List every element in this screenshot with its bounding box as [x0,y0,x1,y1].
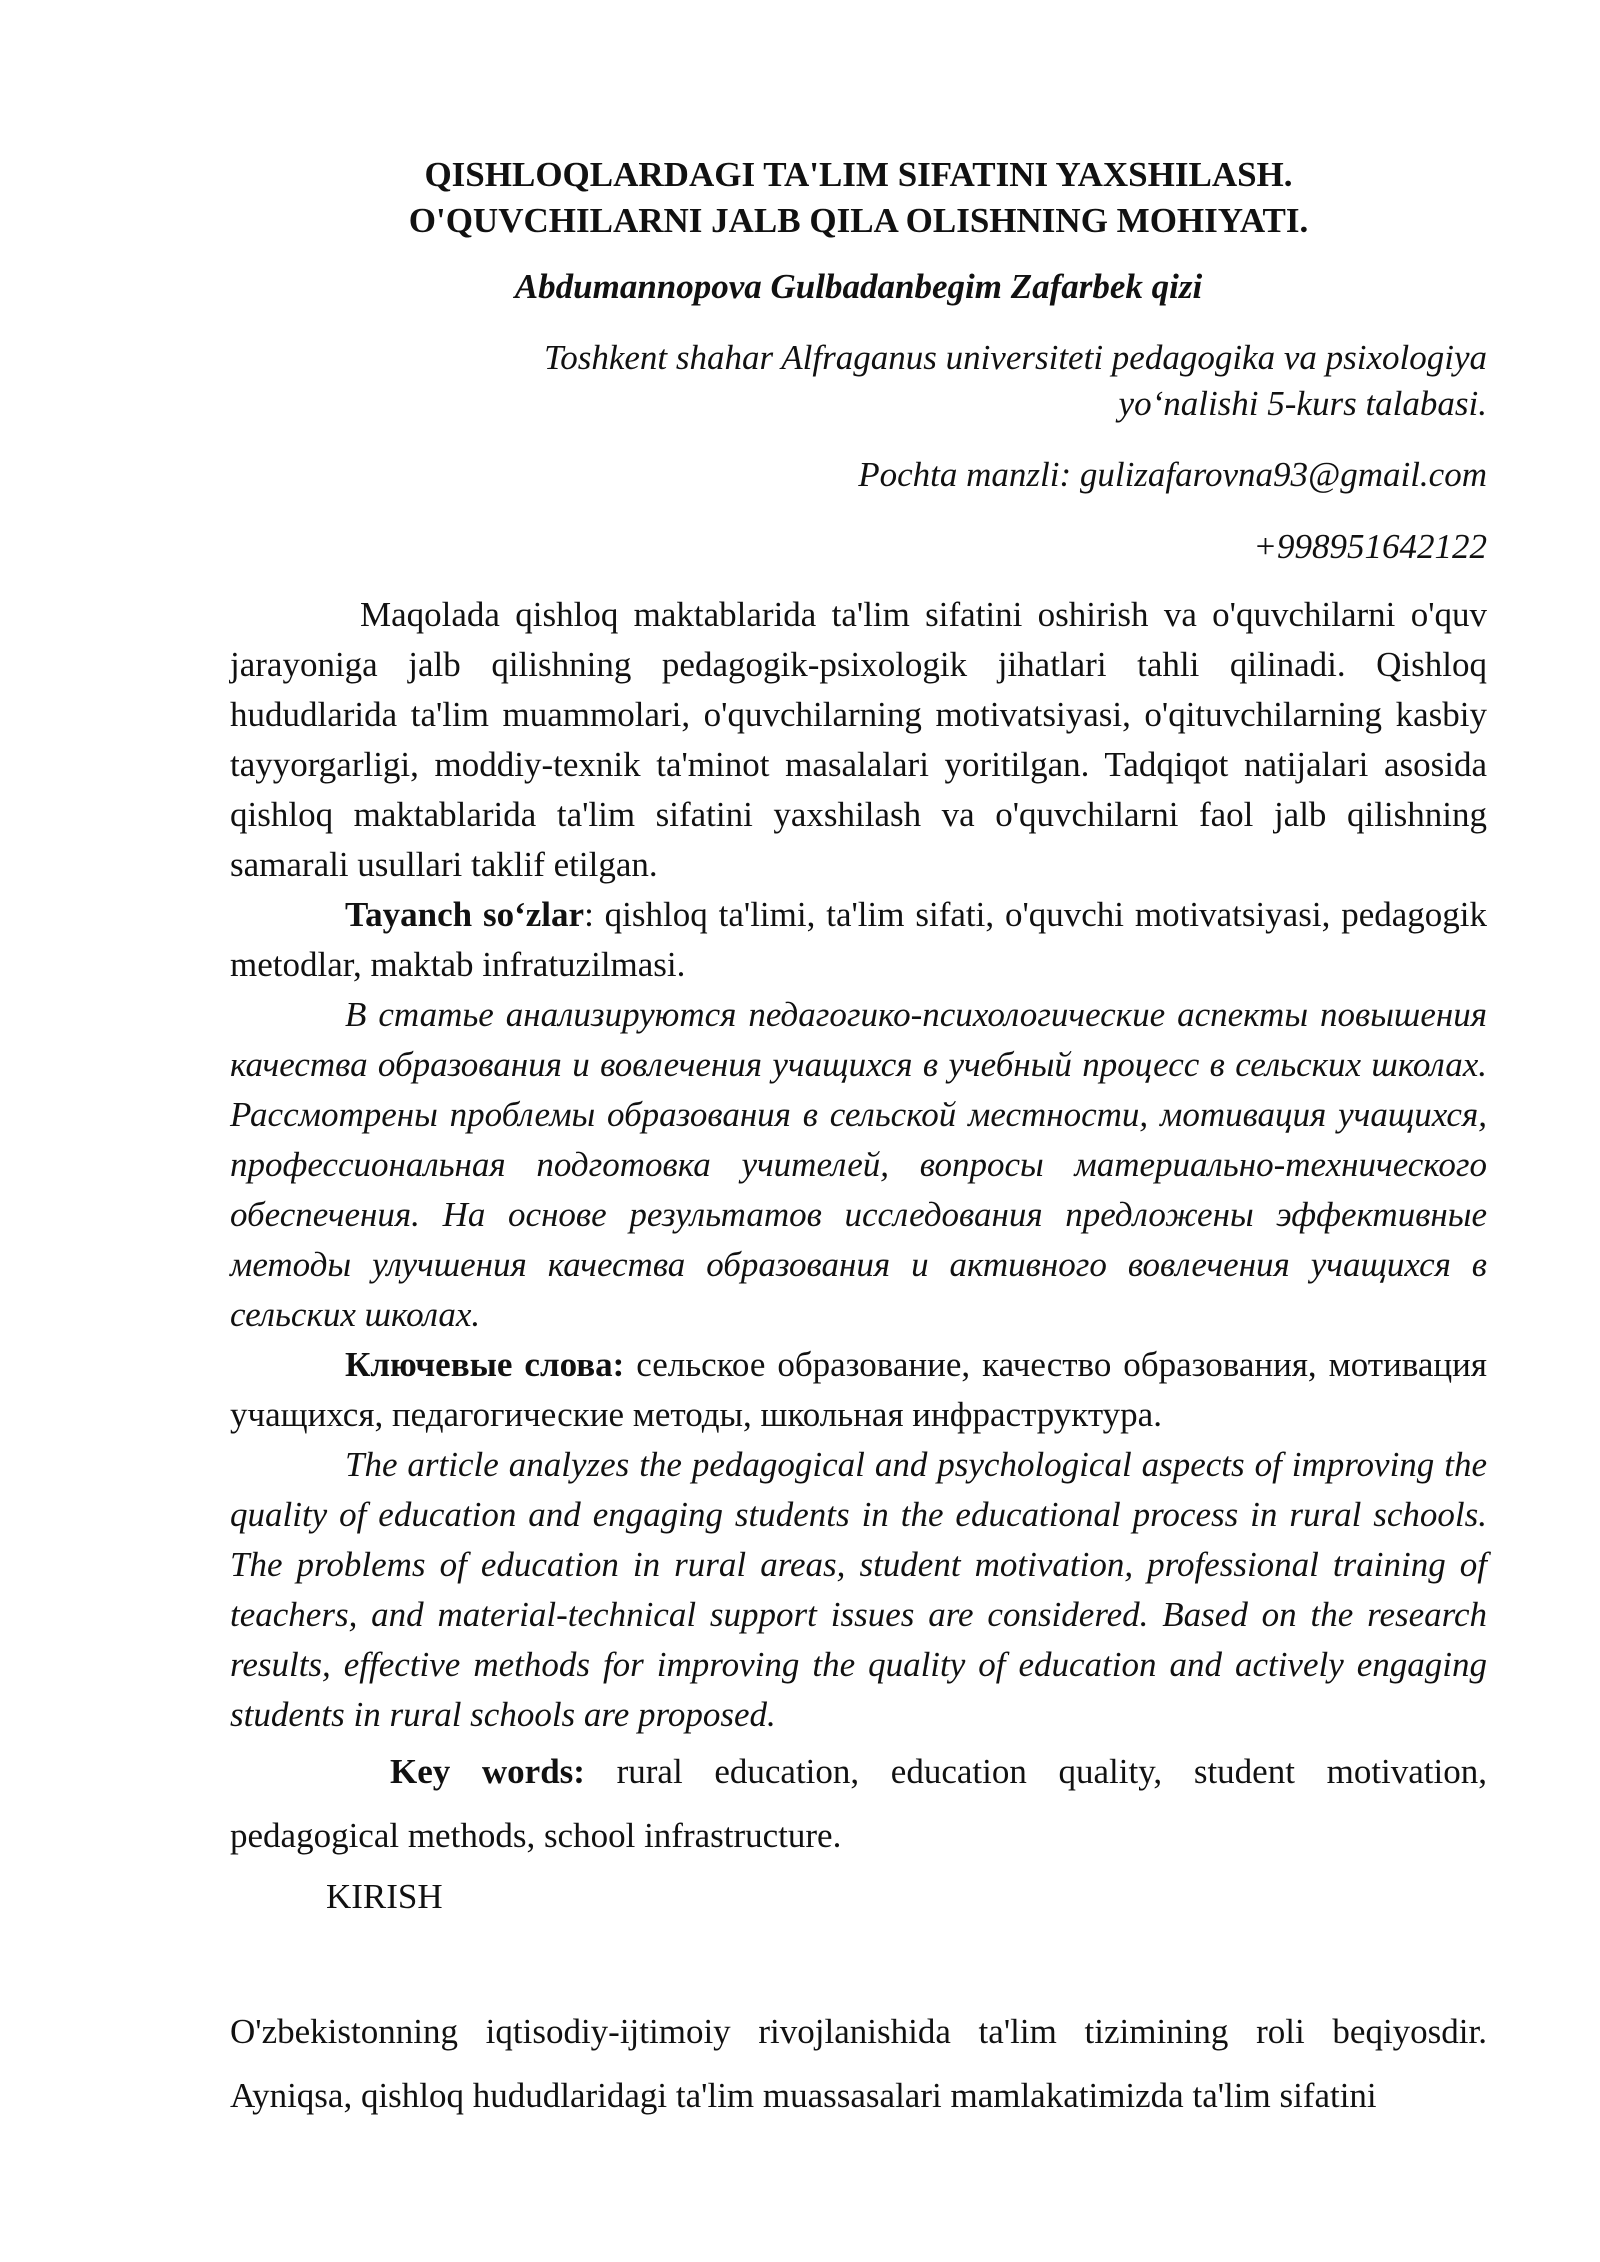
author-phone: +998951642122 [1253,527,1487,566]
keywords-uzbek [230,890,1487,990]
keywords-uzbek-label: Tayanch so‘zlar [345,895,585,934]
introduction-paragraph: O'zbekistonning iqtisodiy-ijtimoiy rivojlanishida ta'lim tizimining roli beqiyosdir. Ayniqsa, qishloq hududlaridagi ta'lim muassasalari mamlakatimizda ta'lim sifatini [230,2012,1487,2115]
abstracts-section [230,590,1487,1922]
keywords-russian [230,1340,1487,1440]
affiliation-line-1: Toshkent shahar Alfraganus universiteti pedagogika va psixologiya [543,338,1487,377]
document-page [230,0,1487,2262]
keywords-russian-text: сельское образование, качество образования, мотивация учащихся, педагогические методы, школьная инфраструктура. [230,1345,1487,1434]
paper-title [230,152,1487,244]
author-email: Pochta manzli: gulizafarovna93@gmail.com [858,455,1487,494]
keywords-english-label: Key words: [390,1752,585,1791]
author-name: Abdumannopova Gulbadanbegim Zafarbek qizi [514,267,1203,306]
author-affiliation [230,335,1487,427]
title-line-2: O'QUVCHILARNI JALB QILA OLISHNING MOHIYATI. [408,201,1309,240]
section-heading-introduction: KIRISH [326,1877,443,1916]
abstract-uzbek: Maqolada qishloq maktablarida ta'lim sifatini oshirish va o'quvchilarni o'quv jarayoniga jalb qilishning pedagogik-psixologik jihatlari tahli qilinadi. Qishloq hududlarida ta'lim muammolari, o'quvchilarning motivatsiyasi, o'qituvchilarning kasbiy tayyorgarligi, moddiy-texnik ta'minot masalalari yoritilgan. Tadqiqot natijalari asosida qishloq maktablarida ta'lim sifatini yaxshilash va o'quvchilarni faol jalb qilishning samarali usullari taklif etilgan. [230,595,1487,884]
keywords-english [230,1740,1487,1868]
keywords-russian-label: Ключевые слова: [345,1345,625,1384]
abstract-russian: В статье анализируются педагогико-психологические аспекты повышения качества образования и вовлечения учащихся в учебный процесс в сельских школах. Рассмотрены проблемы образования в сельской местности, мотивация учащихся, профессиональная подготовка учителей, вопросы материально-технического обеспечения. На основе результатов исследования предложены эффективные методы улучшения качества образования и активного вовлечения учащихся в сельских школах. [230,995,1487,1334]
abstract-english: The article analyzes the pedagogical and psychological aspects of improving the quality of education and engaging students in the educational process in rural schools. The problems of education in rural areas, student motivation, professional training of teachers, and material-technical support issues are considered. Based on the research results, effective methods for improving the quality of education and actively engaging students in rural schools are proposed. [230,1445,1487,1734]
affiliation-line-2: yo‘nalishi 5-kurs talabasi. [1118,384,1487,423]
keywords-uzbek-text: : qishloq ta'limi, ta'lim sifati, o'quvchi motivatsiyasi, pedagogik metodlar, maktab infratuzilmasi. [230,895,1487,984]
title-line-1: QISHLOQLARDAGI TA'LIM SIFATINI YAXSHILASH. [424,155,1293,194]
keywords-english-text: rural education, education quality, student motivation, pedagogical methods, school infrastructure. [230,1752,1487,1855]
